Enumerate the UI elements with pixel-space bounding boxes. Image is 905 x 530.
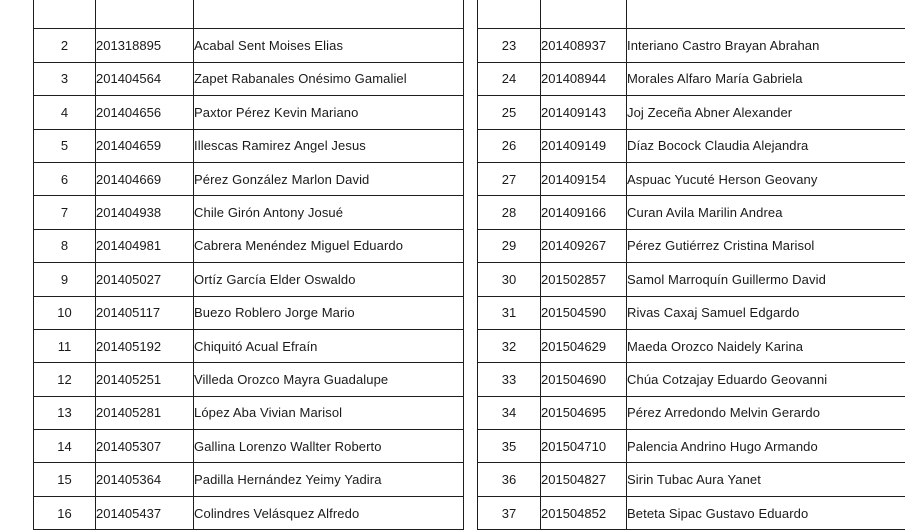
- student-id: 201504827: [541, 463, 627, 496]
- student-id: 201405281: [96, 396, 194, 429]
- row-number: 12: [34, 363, 96, 396]
- table-row: [34, 363, 464, 396]
- student-id: 201409154: [541, 162, 627, 195]
- student-name: Pérez González Marlon David: [194, 162, 464, 195]
- table-row: [34, 162, 464, 195]
- row-number: 25: [478, 96, 541, 129]
- student-id: 201405117: [96, 296, 194, 329]
- table-row: [34, 396, 464, 429]
- student-id: 201409143: [541, 96, 627, 129]
- table-row: [478, 0, 905, 29]
- student-id: 201404669: [96, 162, 194, 195]
- table-row: [478, 396, 905, 429]
- student-name: Illescas Ramirez Angel Jesus: [194, 129, 464, 162]
- row-number: 13: [34, 396, 96, 429]
- student-name: [627, 0, 905, 29]
- student-table-left-body: [34, 0, 464, 530]
- student-id: [541, 0, 627, 29]
- student-name: Buezo Roblero Jorge Mario: [194, 296, 464, 329]
- student-id: 201405027: [96, 263, 194, 296]
- student-id: 201318895: [96, 29, 194, 62]
- student-name: Villeda Orozco Mayra Guadalupe: [194, 363, 464, 396]
- student-name: Padilla Hernández Yeimy Yadira: [194, 463, 464, 496]
- student-id: 201405192: [96, 329, 194, 362]
- student-id: 201504690: [541, 363, 627, 396]
- row-number: 8: [34, 229, 96, 262]
- student-id: [96, 0, 194, 29]
- row-number: 4: [34, 96, 96, 129]
- row-number: 3: [34, 62, 96, 95]
- row-number: 32: [478, 329, 541, 362]
- student-id: 201408944: [541, 62, 627, 95]
- table-row: [34, 296, 464, 329]
- row-number: 30: [478, 263, 541, 296]
- student-id: 201405437: [96, 496, 194, 529]
- student-name: Díaz Bocock Claudia Alejandra: [627, 129, 905, 162]
- table-row: [34, 62, 464, 95]
- table-row: [34, 0, 464, 29]
- student-name: Gallina Lorenzo Wallter Roberto: [194, 430, 464, 463]
- student-name: Chiquitó Acual Efraín: [194, 329, 464, 362]
- student-name: Curan Avila Marilin Andrea: [627, 196, 905, 229]
- table-row: [34, 96, 464, 129]
- student-name: Chúa Cotzajay Eduardo Geovanni: [627, 363, 905, 396]
- row-number: 5: [34, 129, 96, 162]
- row-number: 14: [34, 430, 96, 463]
- student-name: Maeda Orozco Naidely Karina: [627, 329, 905, 362]
- row-number: 11: [34, 329, 96, 362]
- row-number: 6: [34, 162, 96, 195]
- student-id: 201502857: [541, 263, 627, 296]
- student-id: 201404656: [96, 96, 194, 129]
- table-row: [478, 62, 905, 95]
- table-row: [34, 329, 464, 362]
- row-number: 24: [478, 62, 541, 95]
- student-name: Cabrera Menéndez Miguel Eduardo: [194, 229, 464, 262]
- student-table-right: [477, 0, 905, 530]
- table-row: [478, 496, 905, 529]
- student-id: 201408937: [541, 29, 627, 62]
- row-number: 27: [478, 162, 541, 195]
- row-number: 31: [478, 296, 541, 329]
- table-row: [478, 196, 905, 229]
- row-number: 28: [478, 196, 541, 229]
- row-number: 36: [478, 463, 541, 496]
- table-row: [478, 96, 905, 129]
- student-table-right-body: [478, 0, 905, 530]
- row-number: 33: [478, 363, 541, 396]
- table-row: [478, 263, 905, 296]
- table-row: [34, 196, 464, 229]
- table-row: [478, 363, 905, 396]
- row-number: 2: [34, 29, 96, 62]
- table-row: [478, 463, 905, 496]
- student-id: 201404564: [96, 62, 194, 95]
- row-number: 16: [34, 496, 96, 529]
- student-name: Beteta Sipac Gustavo Eduardo: [627, 496, 905, 529]
- student-name: Samol Marroquín Guillermo David: [627, 263, 905, 296]
- student-id: 201504695: [541, 396, 627, 429]
- row-number: 35: [478, 430, 541, 463]
- table-row: [478, 329, 905, 362]
- table-row: [478, 162, 905, 195]
- student-name: Interiano Castro Brayan Abrahan: [627, 29, 905, 62]
- student-name: Morales Alfaro María Gabriela: [627, 62, 905, 95]
- student-name: Rivas Caxaj Samuel Edgardo: [627, 296, 905, 329]
- student-name: Chile Girón Antony Josué: [194, 196, 464, 229]
- row-number: [34, 0, 96, 29]
- table-row: [34, 229, 464, 262]
- student-id: 201404659: [96, 129, 194, 162]
- row-number: 10: [34, 296, 96, 329]
- student-name: Palencia Andrino Hugo Armando: [627, 430, 905, 463]
- student-id: 201504710: [541, 430, 627, 463]
- row-number: 7: [34, 196, 96, 229]
- student-name: Acabal Sent Moises Elias: [194, 29, 464, 62]
- table-row: [478, 29, 905, 62]
- student-id: 201405251: [96, 363, 194, 396]
- student-name: López Aba Vivian Marisol: [194, 396, 464, 429]
- student-table-left: [33, 0, 464, 530]
- row-number: 23: [478, 29, 541, 62]
- student-id: 201409267: [541, 229, 627, 262]
- student-name: Joj Zeceña Abner Alexander: [627, 96, 905, 129]
- table-row: [478, 430, 905, 463]
- student-id: 201504852: [541, 496, 627, 529]
- student-id: 201405364: [96, 463, 194, 496]
- student-id: 201405307: [96, 430, 194, 463]
- table-row: [478, 129, 905, 162]
- student-id: 201504629: [541, 329, 627, 362]
- table-row: [34, 430, 464, 463]
- student-name: Aspuac Yucuté Herson Geovany: [627, 162, 905, 195]
- student-name: Sirin Tubac Aura Yanet: [627, 463, 905, 496]
- row-number: [478, 0, 541, 29]
- student-name: Ortíz García Elder Oswaldo: [194, 263, 464, 296]
- table-row: [34, 463, 464, 496]
- table-row: [478, 296, 905, 329]
- student-id: 201404938: [96, 196, 194, 229]
- student-name: Paxtor Pérez Kevin Mariano: [194, 96, 464, 129]
- table-row: [34, 29, 464, 62]
- row-number: 26: [478, 129, 541, 162]
- row-number: 9: [34, 263, 96, 296]
- student-name: Colindres Velásquez Alfredo: [194, 496, 464, 529]
- table-row: [34, 496, 464, 529]
- row-number: 34: [478, 396, 541, 429]
- table-row: [34, 129, 464, 162]
- row-number: 37: [478, 496, 541, 529]
- student-id: 201409149: [541, 129, 627, 162]
- student-id: 201504590: [541, 296, 627, 329]
- student-id: 201404981: [96, 229, 194, 262]
- row-number: 29: [478, 229, 541, 262]
- student-name: Pérez Arredondo Melvin Gerardo: [627, 396, 905, 429]
- student-name: Zapet Rabanales Onésimo Gamaliel: [194, 62, 464, 95]
- row-number: 15: [34, 463, 96, 496]
- student-name: [194, 0, 464, 29]
- table-row: [478, 229, 905, 262]
- student-id: 201409166: [541, 196, 627, 229]
- table-row: [34, 263, 464, 296]
- student-name: Pérez Gutiérrez Cristina Marisol: [627, 229, 905, 262]
